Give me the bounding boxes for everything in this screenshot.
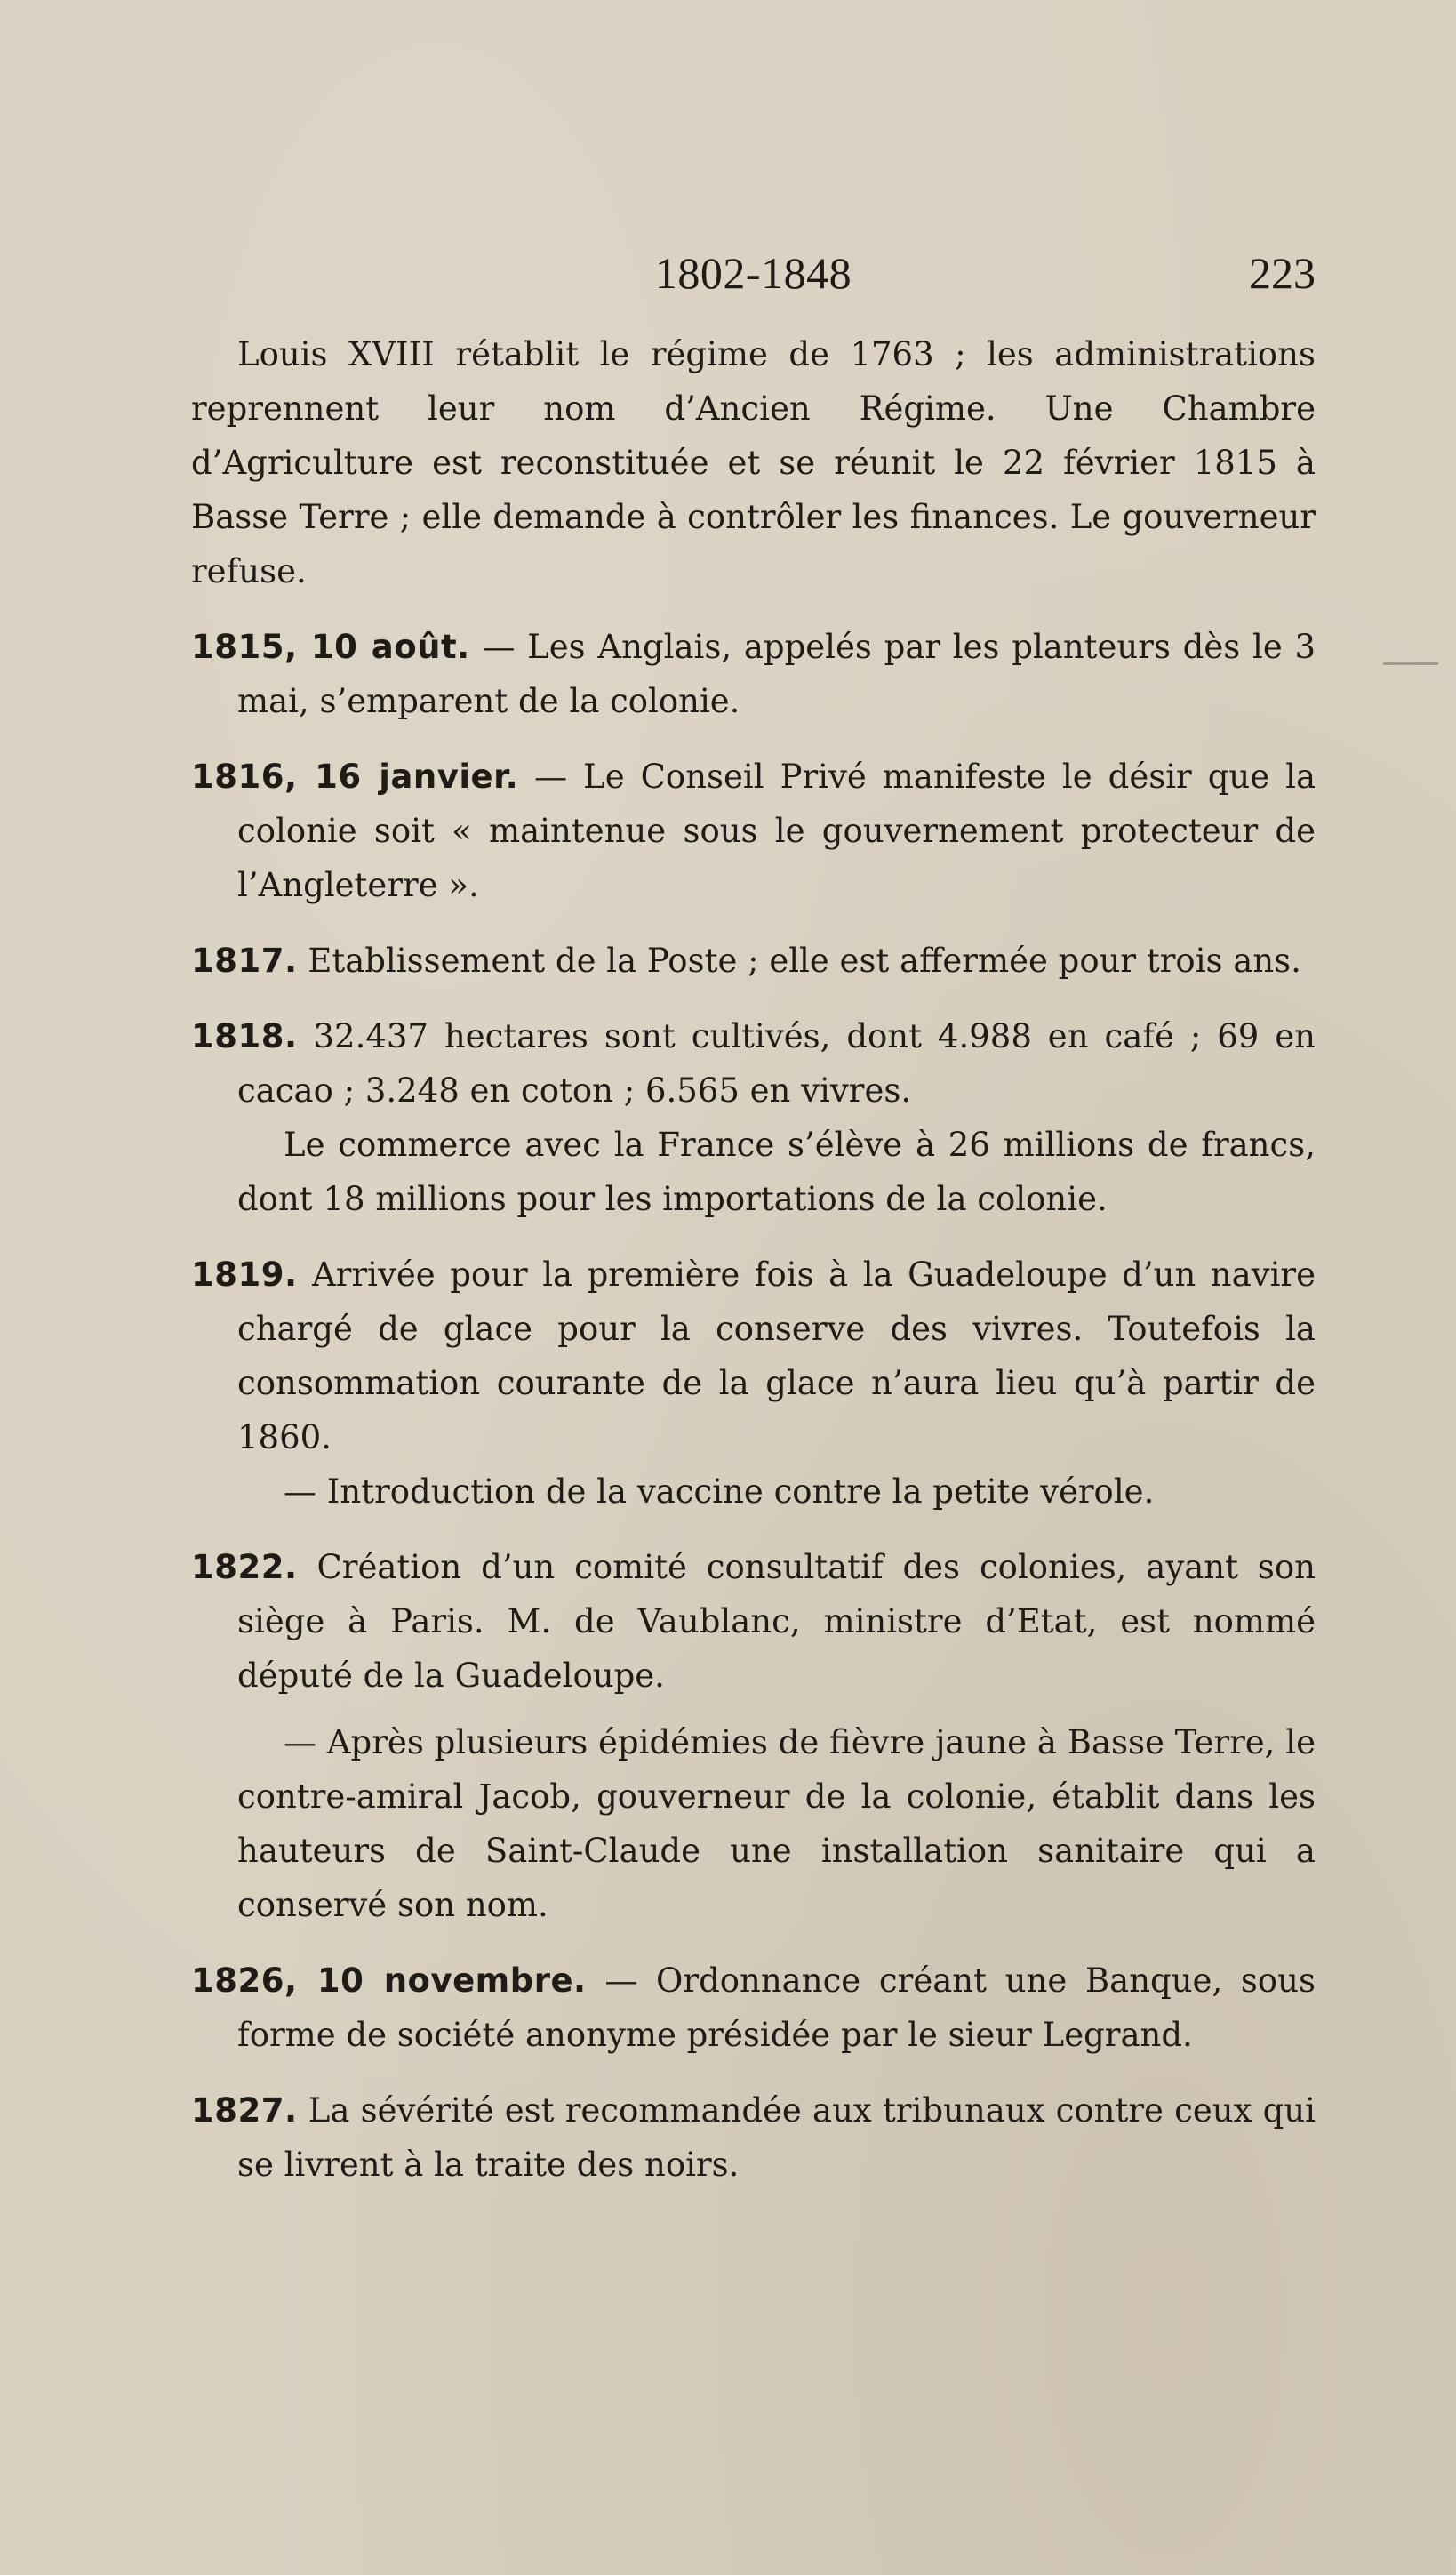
header-title: 1802-1848 xyxy=(654,248,852,298)
entry-1826 xyxy=(191,1953,1316,2062)
entry-text: — Ordonnance créant une Banque, sous forme de société anonyme présidée par le sieur Legrand. xyxy=(237,1961,1316,2054)
entry-date: 1815, 10 août. xyxy=(191,628,470,666)
entry-text: 32.437 hectares sont cultivés, dont 4.988 en café ; 69 en cacao ; 3.248 en coton ; 6.565 en vivres. xyxy=(237,1017,1316,1110)
entry-date: 1826, 10 novembre. xyxy=(191,1961,587,2000)
entry-text: Arrivée pour la première fois à la Guadeloupe d’un navire chargé de glace pour la conserve des vivres. Toutefois la consommation courante de la glace n’aura lieu qu’à partir de 1860. xyxy=(237,1255,1316,1456)
margin-mark xyxy=(1383,662,1438,665)
entry-1818 xyxy=(191,1009,1316,1118)
entry-1818-continuation: Le commerce avec la France s’élève à 26 millions de francs, dont 18 millions pour les importations de la colonie. xyxy=(237,1126,1316,1218)
entry-text: — Les Anglais, appelés par les planteurs dès le 3 mai, s’emparent de la colonie. xyxy=(237,628,1316,720)
page-number: 223 xyxy=(1249,248,1316,298)
entry-text: La sévérité est recommandée aux tribunaux contre ceux qui se livrent à la traite des noirs. xyxy=(237,2091,1316,2184)
entry-date: 1819. xyxy=(191,1255,298,1294)
entry-text: — Le Conseil Privé manifeste le désir que la colonie soit « maintenue sous le gouvernement protecteur de l’Angleterre ». xyxy=(237,758,1316,904)
entry-1816 xyxy=(191,750,1316,912)
entry-date: 1822. xyxy=(191,1548,298,1586)
entry-date: 1817. xyxy=(191,942,298,980)
entry-1822-continuation: — Après plusieurs épidémies de fièvre jaune à Basse Terre, le contre-amiral Jacob, gouverneur de la colonie, établit dans les hauteurs de Saint-Claude une installation sanitaire qui a conservé son nom. xyxy=(237,1723,1316,1924)
entry-date: 1827. xyxy=(191,2091,298,2130)
entry-date: 1816, 16 janvier. xyxy=(191,758,519,796)
intro-paragraph: Louis XVIII rétablit le régime de 1763 ; les administrations reprennent leur nom d’Ancien Régime. Une Chambre d’Agriculture est reconstituée et se réunit le 22 février 1815 à Basse Terre ; elle demande à contrôler les finances. Le gouverneur refuse. xyxy=(191,335,1316,590)
entry-1815 xyxy=(191,620,1316,728)
entry-date: 1818. xyxy=(191,1017,298,1055)
entry-text: Création d’un comité consultatif des colonies, ayant son siège à Paris. M. de Vaublanc, ministre d’Etat, est nommé député de la Guadeloupe. xyxy=(237,1548,1316,1695)
body-text xyxy=(191,327,1316,2192)
entry-1827 xyxy=(191,2083,1316,2192)
entry-1817 xyxy=(191,934,1316,988)
running-header xyxy=(191,242,1316,304)
entry-1822 xyxy=(191,1540,1316,1703)
entry-text: Etablissement de la Poste ; elle est affermée pour trois ans. xyxy=(308,942,1301,980)
entry-1819-continuation: — Introduction de la vaccine contre la petite vérole. xyxy=(284,1472,1155,1511)
entry-1819 xyxy=(191,1247,1316,1464)
